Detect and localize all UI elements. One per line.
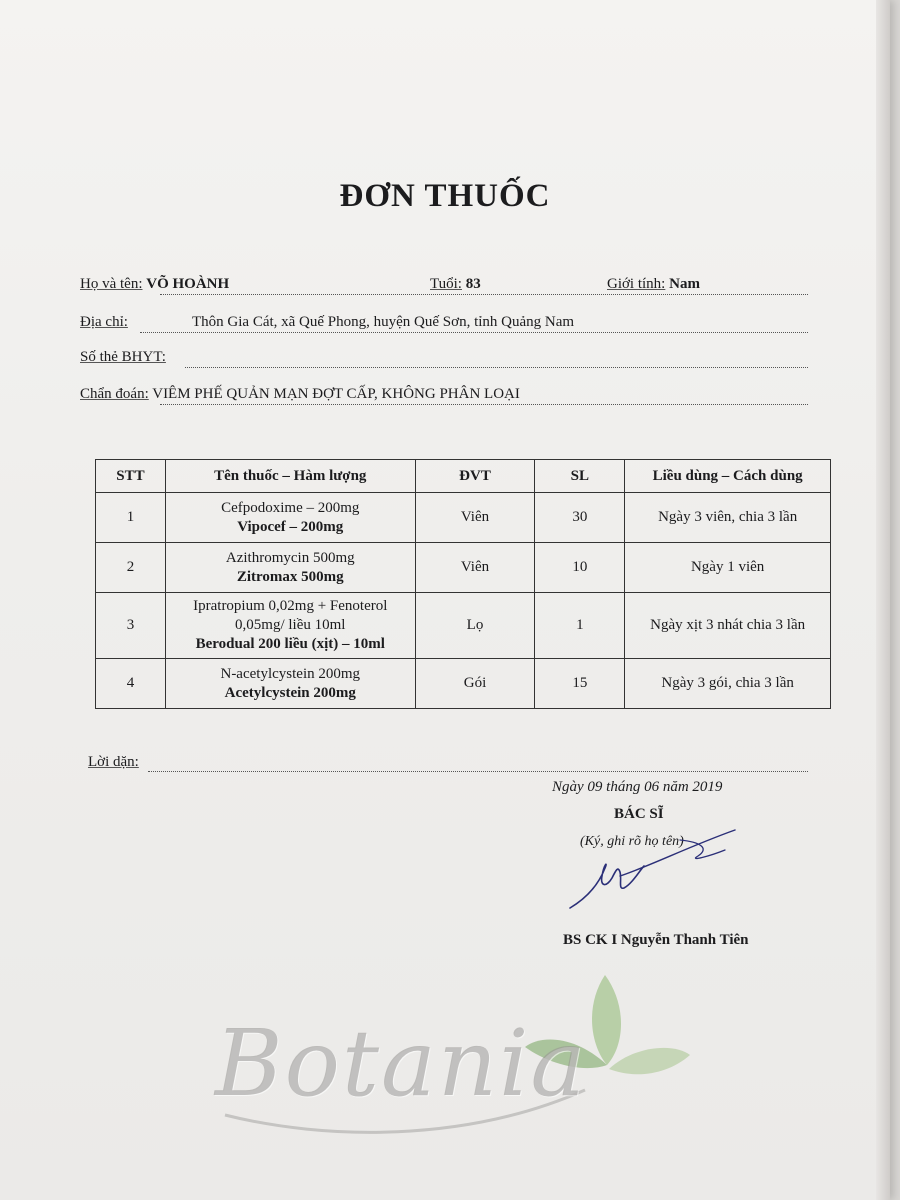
insurance-label: Số thẻ BHYT: — [80, 349, 166, 365]
drug-brand: Berodual 200 liều (xịt) – 10ml — [195, 636, 385, 652]
insurance-dotted-line — [185, 367, 808, 368]
document-title: ĐƠN THUỐC — [339, 178, 551, 214]
diagnosis-label: Chẩn đoán: — [80, 386, 149, 402]
header-stt: STT — [96, 460, 166, 493]
advice-dotted-line — [148, 771, 808, 772]
age-label: Tuổi: — [430, 276, 462, 292]
row-dosage: Ngày 3 gói, chia 3 lần — [625, 659, 831, 709]
insurance-field — [80, 349, 166, 366]
row-qty: 30 — [535, 493, 625, 543]
signature-note: (Ký, ghi rõ họ tên) — [580, 834, 684, 849]
diagnosis-field — [80, 386, 520, 403]
sex-label: Giới tính: — [607, 276, 666, 292]
row-stt: 2 — [96, 543, 166, 593]
row-stt: 4 — [96, 659, 166, 709]
row-dosage: Ngày 1 viên — [625, 543, 831, 593]
advice-label: Lời dặn: — [88, 754, 139, 770]
drug-generic: N-acetylcystein 200mg — [220, 665, 361, 682]
diagnosis-text: VIÊM PHẾ QUẢN MẠN ĐỢT CẤP, KHÔNG PHÂN LOẠI — [152, 386, 520, 402]
prescription-date: Ngày 09 tháng 06 năm 2019 — [552, 779, 723, 795]
header-unit: ĐVT — [415, 460, 535, 493]
table-row — [96, 593, 831, 659]
table-row — [96, 493, 831, 543]
row-qty: 1 — [535, 593, 625, 659]
address-field — [80, 314, 128, 331]
table-header-row — [96, 460, 831, 493]
sex-field — [607, 276, 700, 293]
row-dosage: Ngày 3 viên, chia 3 lần — [625, 493, 831, 543]
row-qty: 10 — [535, 543, 625, 593]
row-unit: Viên — [415, 493, 535, 543]
name-dotted-line — [160, 294, 808, 295]
table-row — [96, 543, 831, 593]
row-dosage: Ngày xịt 3 nhát chia 3 lần — [625, 593, 831, 659]
header-quantity: SL — [535, 460, 625, 493]
header-drug-name: Tên thuốc – Hàm lượng — [165, 460, 415, 493]
table-row — [96, 659, 831, 709]
header-dosage: Liều dùng – Cách dùng — [625, 460, 831, 493]
row-drug — [165, 659, 415, 709]
row-unit: Gói — [415, 659, 535, 709]
prescription-table — [95, 459, 831, 709]
row-unit: Viên — [415, 543, 535, 593]
row-stt: 3 — [96, 593, 166, 659]
doctor-title: BÁC SĨ — [614, 806, 664, 822]
doctor-name: BS CK I Nguyễn Thanh Tiên — [563, 932, 749, 948]
drug-generic: Cefpodoxime – 200mg — [221, 499, 360, 516]
drug-brand: Acetylcystein 200mg — [224, 684, 356, 701]
row-stt: 1 — [96, 493, 166, 543]
row-qty: 15 — [535, 659, 625, 709]
name-field — [80, 276, 229, 293]
address-label: Địa chỉ: — [80, 314, 128, 330]
row-drug — [165, 593, 415, 659]
advice-field — [88, 754, 139, 771]
row-drug — [165, 543, 415, 593]
row-drug — [165, 493, 415, 543]
watermark-text: Botania — [215, 1010, 588, 1117]
diagnosis-dotted-line — [160, 404, 808, 405]
patient-address: Thôn Gia Cát, xã Quế Phong, huyện Quế Sơn, tỉnh Quảng Nam — [192, 314, 575, 330]
row-unit: Lọ — [415, 593, 535, 659]
drug-brand: Zitromax 500mg — [236, 568, 344, 585]
patient-sex: Nam — [669, 276, 700, 292]
drug-generic: Azithromycin 500mg — [225, 549, 355, 566]
drug-generic: Ipratropium 0,02mg + Fenoterol 0,05mg/ liều 10ml — [193, 598, 388, 633]
address-dotted-line — [140, 332, 808, 333]
doctor-signature — [560, 826, 760, 916]
name-label: Họ và tên: — [80, 276, 143, 292]
age-field — [430, 276, 481, 293]
patient-name: VÕ HOÀNH — [146, 276, 230, 292]
drug-brand: Vipocef – 200mg — [237, 518, 344, 535]
patient-age: 83 — [465, 276, 481, 292]
